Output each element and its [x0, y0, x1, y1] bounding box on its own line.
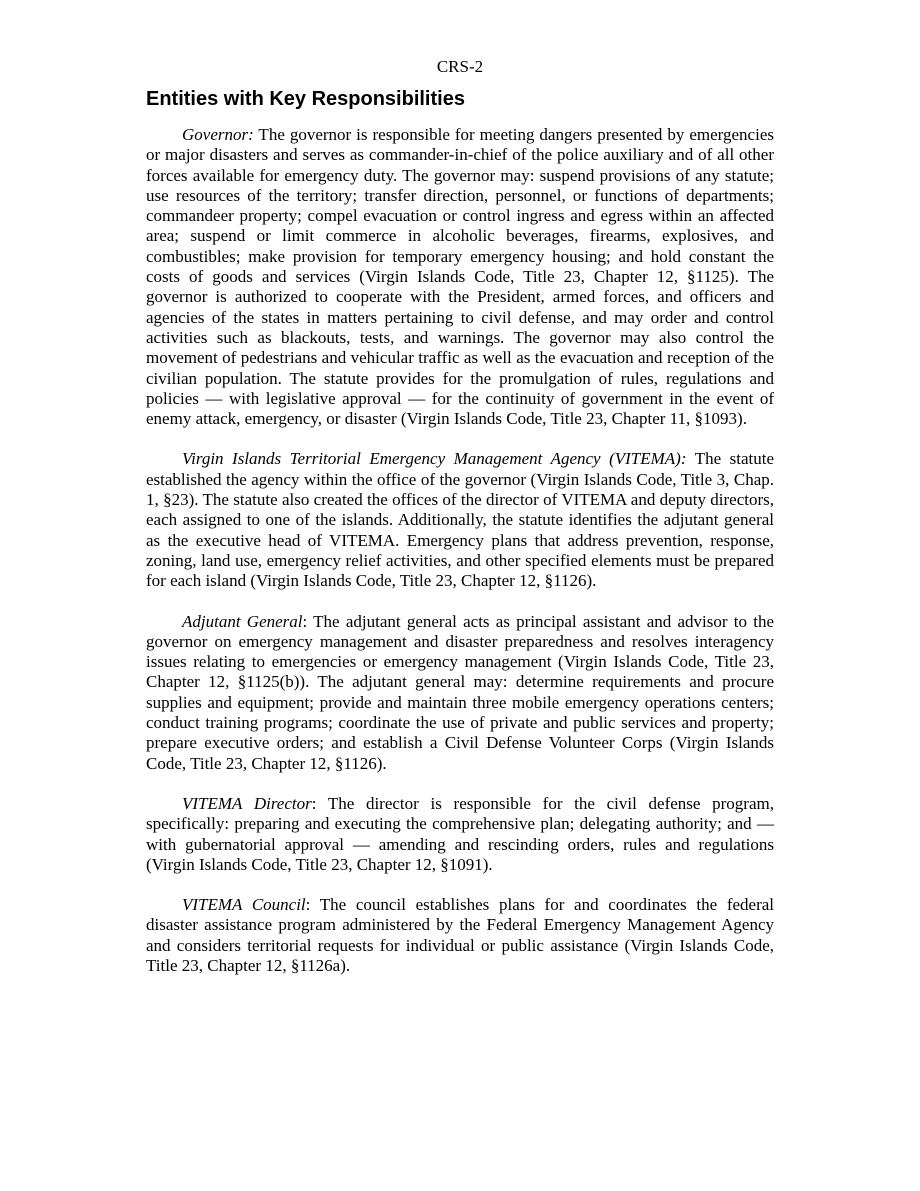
paragraph-vitema-council: [146, 895, 774, 976]
document-page: [146, 56, 774, 996]
paragraph-body: : The adjutant general acts as principal assistant and advisor to the governor on emergency management and disaster preparedness and resolves interagency issues relating to emergencies or emergency management (Virgin Islands Code, Title 23, Chapter 12, §1125(b)). The adjutant general may: determine requirements and procure supplies and equipment; provide and maintain three mobile emergency operations centers; conduct training programs; coordinate the use of private and public services and property; prepare executive orders; and establish a Civil Defense Volunteer Corps (Virgin Islands Code, Title 23, Chapter 12, §1126).: [146, 611, 774, 773]
paragraph-governor: [146, 125, 774, 429]
section-heading: Entities with Key Responsibilities: [146, 88, 465, 110]
paragraph-vitema-director: [146, 794, 774, 875]
paragraph-body: The statute established the agency within the office of the governor (Virgin Islands Code, Title 3, Chap. 1, §23). The statute also created the offices of the director of VITEMA and deputy directors, each assigned to one of the islands. Additionally, the statute identifies the adjutant general as the executive head of VITEMA. Emergency plans that address prevention, response, zoning, land use, emergency relief activities, and other specified elements must be prepared for each island (Virgin Islands Code, Title 23, Chapter 12, §1126).: [146, 449, 774, 591]
paragraph-term: Virgin Islands Territorial Emergency Management Agency (VITEMA):: [182, 449, 687, 469]
paragraph-body: : The council establishes plans for and coordinates the federal disaster assistance program administered by the Federal Emergency Management Agency and considers territorial requests for individual or public assistance (Virgin Islands Code, Title 23, Chapter 12, §1126a).: [146, 895, 774, 975]
page-number-header: CRS-2: [436, 57, 484, 76]
paragraph-body: The governor is responsible for meeting dangers presented by emergencies or major disasters and serves as commander-in-chief of the police auxiliary and of all other forces available for emergency duty. The governor may: suspend provisions of any statute; use resources of the territory; transfer direction, personnel, or functions of departments; commandeer property; compel evacuation or control ingress and egress within an affected area; suspend or limit commerce in alcoholic beverages, firearms, explosives, and combustibles; make provision for temporary emergency housing; and hold constant the costs of goods and services (Virgin Islands Code, Title 23, Chapter 12, §1125). The governor is authorized to cooperate with the President, armed forces, and officers and agencies of the states in matters pertaining to civil defense, and may order and control activities such as blackouts, tests, and warnings. The governor may also control the movement of pedestrians and vehicular traffic as well as the evacuation and reception of the civilian population. The statute provides for the promulgation of rules, regulations and policies — with legislative approval — for the continuity of government in the event of enemy attack, emergency, or disaster (Virgin Islands Code, Title 23, Chapter 11, §1093).: [146, 125, 774, 429]
paragraph-adjutant-general: [146, 612, 774, 774]
paragraph-term: VITEMA Director: [182, 793, 312, 813]
paragraph-vitema: [146, 449, 774, 591]
paragraph-body: : The director is responsible for the civil defense program, specifically: preparing and executing the comprehensive plan; delegating authority; and — with gubernatorial approval — amending and rescinding orders, rules and regulations (Virgin Islands Code, Title 23, Chapter 12, §1091).: [146, 793, 774, 874]
paragraph-term: Adjutant General: [182, 611, 303, 631]
paragraph-term: Governor:: [182, 125, 254, 144]
paragraph-term: VITEMA Council: [182, 895, 306, 915]
